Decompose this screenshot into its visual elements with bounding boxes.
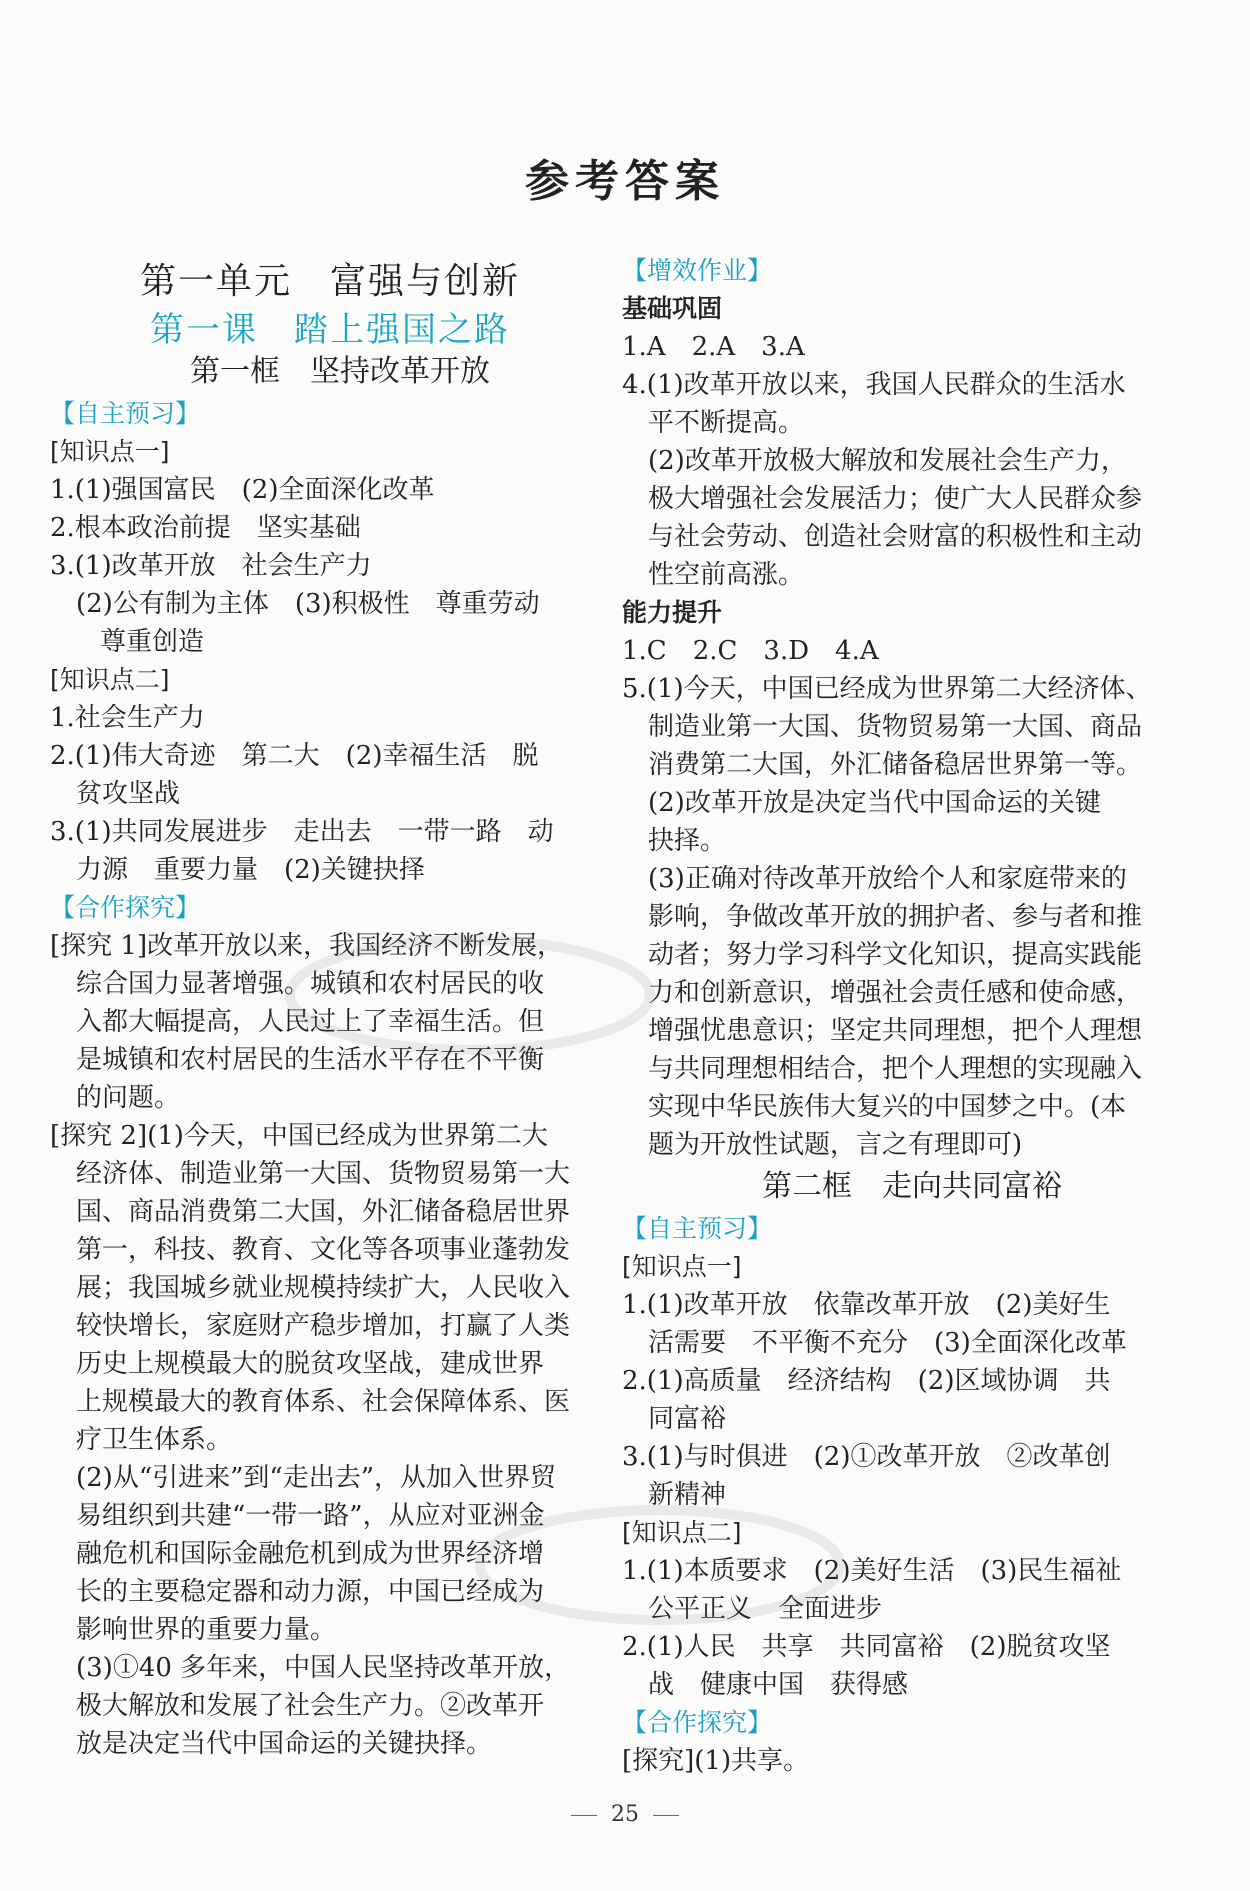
- answer-line: 与社会劳动、创造社会财富的积极性和主动: [648, 522, 1143, 552]
- answer-line: 力源 重要力量 (2)关键抉择: [76, 855, 425, 885]
- answer-line: 极大增强社会发展活力；使广大人民群众参: [648, 484, 1143, 514]
- explore-line: 放是决定当代中国命运的关键抉择。: [76, 1729, 493, 1759]
- ability-heading: 能力提升: [622, 598, 723, 627]
- section-label-cooperation: 【合作探究】: [50, 893, 201, 922]
- explore-line: 综合国力显著增强。城镇和农村居民的收: [76, 969, 545, 999]
- answer-line: 2.(1)高质量 经济结构 (2)区域协调 共: [622, 1366, 1111, 1396]
- explore-line: 展；我国城乡就业规模持续扩大，人民收入: [76, 1273, 571, 1303]
- answer-line: 平不断提高。: [648, 408, 805, 438]
- explore-line: 较快增长，家庭财产稳步增加，打赢了人类: [76, 1311, 571, 1341]
- answer-line: 新精神: [648, 1480, 727, 1510]
- answer-line: 3.(1)改革开放 社会生产力: [50, 551, 372, 581]
- answer-line: 1.(1)改革开放 依靠改革开放 (2)美好生: [622, 1290, 1111, 1320]
- explore-line: [探究 1]改革开放以来，我国经济不断发展，: [50, 931, 564, 961]
- explore-line: 是城镇和农村居民的生活水平存在不平衡: [76, 1045, 545, 1075]
- answer-line: 尊重创造: [100, 627, 205, 657]
- answer-line: 同富裕: [648, 1404, 727, 1434]
- answer-line: 制造业第一大国、货物贸易第一大国、商品: [648, 712, 1143, 742]
- explore-line: 融危机和国际金融危机到成为世界经济增: [76, 1539, 545, 1569]
- answer-line: 力和创新意识，增强社会责任感和使命感，: [648, 978, 1143, 1008]
- answer-line: 实现中华民族伟大复兴的中国梦之中。(本: [648, 1092, 1127, 1122]
- explore-line: 历史上规模最大的脱贫攻坚战，建成世界: [76, 1349, 545, 1379]
- knowledge-point-2: [知识点二]: [622, 1518, 742, 1547]
- answer-line: 增强忧患意识；坚定共同理想，把个人理想: [648, 1016, 1143, 1046]
- left-column: [50, 255, 590, 1763]
- answer-line: 消费第二大国，外汇储备稳居世界第一等。: [648, 750, 1143, 780]
- answer-line: 与共同理想相结合，把个人理想的实现融入: [648, 1054, 1143, 1084]
- footer-dash: [571, 1815, 597, 1816]
- explore-line: (3)①40 多年来，中国人民坚持改革开放，: [76, 1653, 571, 1683]
- answer-line: 2.(1)伟大奇迹 第二大 (2)幸福生活 脱: [50, 741, 539, 771]
- answer-line: 战 健康中国 获得感: [648, 1670, 909, 1700]
- answer-line: (2)公有制为主体 (3)积极性 尊重劳动: [76, 589, 540, 619]
- explore-line: 影响世界的重要力量。: [76, 1615, 337, 1645]
- explore-line: 长的主要稳定器和动力源，中国已经成为: [76, 1577, 545, 1607]
- section-label-preview: 【自主预习】: [50, 399, 201, 428]
- answer-line: 活需要 不平衡不充分 (3)全面深化改革: [648, 1328, 1127, 1358]
- unit-heading: 第一单元 富强与创新: [139, 261, 520, 302]
- knowledge-point-1: [知识点一]: [50, 437, 170, 466]
- answer-line: 贫攻坚战: [76, 779, 181, 809]
- explore-line: 入都大幅提高，人民过上了幸福生活。但: [76, 1007, 545, 1037]
- explore-line: 疗卫生体系。: [76, 1425, 233, 1455]
- answer-line: 1.(1)本质要求 (2)美好生活 (3)民生福祉: [622, 1556, 1122, 1586]
- answer-line: 5.(1)今天，中国已经成为世界第二大经济体、: [622, 674, 1152, 704]
- answer-line: 题为开放性试题，言之有理即可): [648, 1130, 1023, 1160]
- explore-line: [探究](1)共享。: [622, 1746, 810, 1776]
- page-title: 参考答案: [525, 156, 725, 207]
- answer-line: 3.(1)共同发展进步 走出去 一带一路 动: [50, 817, 554, 847]
- answer-line: 3.(1)与时俱进 (2)①改革开放 ②改革创: [622, 1442, 1111, 1472]
- knowledge-point-1: [知识点一]: [622, 1252, 742, 1281]
- footer-dash: [653, 1815, 679, 1816]
- explore-line: 国、商品消费第二大国，外汇储备稳居世界: [76, 1197, 571, 1227]
- answer-line: (2)改革开放极大解放和发展社会生产力，: [648, 446, 1127, 476]
- answer-line: 4.(1)改革开放以来，我国人民群众的生活水: [622, 370, 1126, 400]
- answer-line: (2)改革开放是决定当代中国命运的关键: [648, 788, 1101, 818]
- lesson-heading: 第一课 踏上强国之路: [150, 310, 510, 350]
- answer-line: 影响，争做改革开放的拥护者、参与者和推: [648, 902, 1143, 932]
- page-number: 25: [611, 1802, 639, 1827]
- answer-line: 2.(1)人民 共享 共同富裕 (2)脱贫攻坚: [622, 1632, 1111, 1662]
- explore-line: 极大解放和发展了社会生产力。②改革开: [76, 1691, 545, 1721]
- frame-heading: 第一框 坚持改革开放: [190, 354, 490, 389]
- section-label-preview: 【自主预习】: [622, 1214, 773, 1243]
- page-footer: [0, 1802, 1250, 1827]
- frame-heading-2: 第二框 走向共同富裕: [762, 1169, 1062, 1204]
- answer-line: 动者；努力学习科学文化知识，提高实践能: [648, 940, 1143, 970]
- basic-heading: 基础巩固: [622, 294, 723, 323]
- answer-line: 性空前高涨。: [648, 560, 805, 590]
- section-label-homework: 【增效作业】: [622, 256, 773, 285]
- explore-line: 经济体、制造业第一大国、货物贸易第一大: [76, 1159, 571, 1189]
- right-column: [622, 252, 1162, 1780]
- explore-line: [探究 2](1)今天，中国已经成为世界第二大: [50, 1121, 548, 1151]
- explore-line: 易组织到共建“一带一路”，从应对亚洲金: [76, 1501, 545, 1531]
- explore-line: 上规模最大的教育体系、社会保障体系、医: [76, 1387, 571, 1417]
- section-label-cooperation: 【合作探究】: [622, 1708, 773, 1737]
- answer-line: 1.A 2.A 3.A: [622, 332, 805, 362]
- answer-line: 抉择。: [648, 826, 727, 856]
- answer-line: (3)正确对待改革开放给个人和家庭带来的: [648, 864, 1127, 894]
- answer-line: 1.C 2.C 3.D 4.A: [622, 636, 879, 666]
- explore-line: 第一，科技、教育、文化等各项事业蓬勃发: [76, 1235, 571, 1265]
- answer-line: 1.社会生产力: [50, 703, 205, 733]
- answer-line: 公平正义 全面进步: [648, 1594, 883, 1624]
- explore-line: (2)从“引进来”到“走出去”，从加入世界贸: [76, 1463, 556, 1493]
- answer-line: 2.根本政治前提 坚实基础: [50, 513, 361, 543]
- knowledge-point-2: [知识点二]: [50, 665, 170, 694]
- answer-line: 1.(1)强国富民 (2)全面深化改革: [50, 475, 435, 505]
- explore-line: 的问题。: [76, 1083, 181, 1113]
